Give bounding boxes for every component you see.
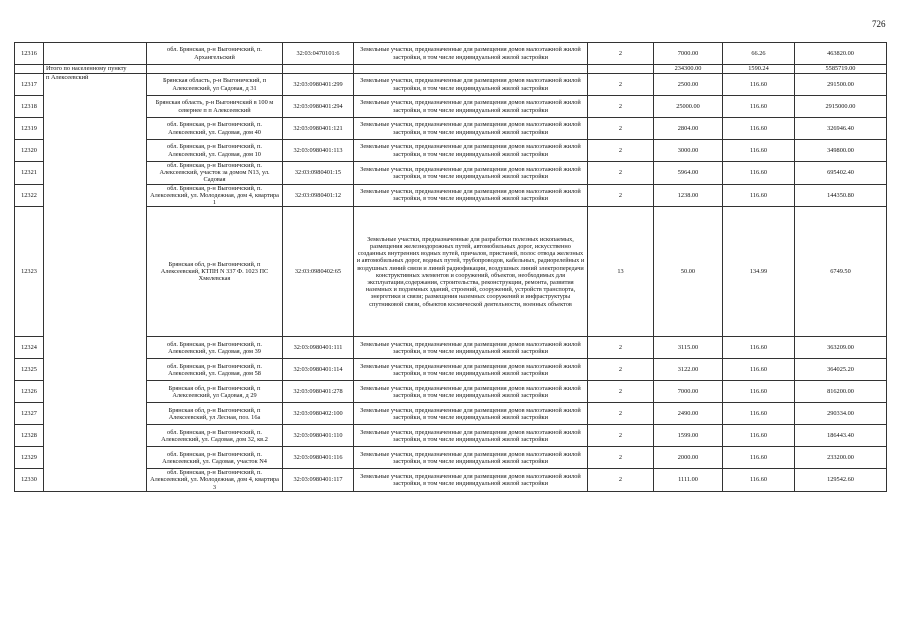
cadastre-number: 32:03:0980401:116: [283, 447, 354, 469]
group-number: 2: [588, 140, 654, 162]
row-id: 12318: [15, 96, 44, 118]
rate-value: 116.60: [723, 447, 795, 469]
group-number: 2: [588, 162, 654, 185]
area-value: 5964.00: [654, 162, 723, 185]
cadastre-number: 32:03:0470101:6: [283, 43, 354, 65]
cadastral-value: 129542.60: [795, 469, 887, 492]
address-cell: обл. Брянская, р-н Выгоничский, п. Алексеевский, ул. Садовая, дом 39: [147, 337, 283, 359]
address-cell: Брянская обл, р-н Выгоничский, п Алексеевский, КТПН N 337 Ф. 1023 ПС Хмелевская: [147, 207, 283, 337]
table-row: [15, 43, 887, 65]
cadastral-value: 291500.00: [795, 74, 887, 96]
row-id: 12327: [15, 403, 44, 425]
summary-empty: [588, 65, 654, 74]
cadastral-value: 349800.00: [795, 140, 887, 162]
group-number: 2: [588, 96, 654, 118]
cadastral-value: 233200.00: [795, 447, 887, 469]
address-cell: обл. Брянская, р-н Выгоничский, п. Алексеевский, ул. Садовая, дом 58: [147, 359, 283, 381]
group-number: 2: [588, 337, 654, 359]
cadastre-number: 32:03:0980401:299: [283, 74, 354, 96]
rate-value: 116.60: [723, 337, 795, 359]
rate-value: 116.60: [723, 359, 795, 381]
group-number: 2: [588, 359, 654, 381]
cadastre-number: 32:03:0980401:111: [283, 337, 354, 359]
group-number: 2: [588, 118, 654, 140]
area-value: 2000.00: [654, 447, 723, 469]
address-cell: Брянская обл, р-н Выгоничский, п Алексеевский, ул Садовая, д 29: [147, 381, 283, 403]
group-number: 2: [588, 184, 654, 207]
cadastre-number: 32:03:0980401:121: [283, 118, 354, 140]
cadastral-value: 463820.00: [795, 43, 887, 65]
rate-value: 116.60: [723, 96, 795, 118]
row-id: 12325: [15, 359, 44, 381]
cadastral-value: 290334.00: [795, 403, 887, 425]
summary-area: 234300.00: [654, 65, 723, 74]
land-purpose: Земельные участки, предназначенные для разработки полезных ископаемых, размещения железнодорожных путей, автомобильных дорог, искусственно созданных внутренних водных путей, причалов, пристаней, полос отвода железных и автомобильных дорог, водных путей, трубопроводов, кабельных, радиорелейных и воздушных линий связи и линий радиофикации, воздушных линий электропередачи конструктивных элементов и сооружений, объектов, необходимых для эксплуатации,содержания, строительства, реконструкции, ремонта, развития наземных и подземных зданий, строений, сооружений, устройств транспорта, энергетики и связи; размещения наземных сооружений и инфраструктуры спутниковой связи, объектов космической деятельности, военных объектов: [354, 207, 588, 337]
area-value: 7000.00: [654, 381, 723, 403]
summary-empty: [283, 65, 354, 74]
area-value: 50.00: [654, 207, 723, 337]
area-value: 3000.00: [654, 140, 723, 162]
address-cell: обл. Брянская, р-н Выгоничский, п. Алексеевский, ул. Молодежная, дом 4, квартира 1: [147, 184, 283, 207]
rate-value: 116.60: [723, 140, 795, 162]
area-value: 2804.00: [654, 118, 723, 140]
summary-empty: [147, 65, 283, 74]
rate-value: 116.60: [723, 469, 795, 492]
area-value: 3115.00: [654, 337, 723, 359]
cadastre-number: 32:03:0980402:65: [283, 207, 354, 337]
cadastre-number: 32:03:0980401:117: [283, 469, 354, 492]
address-cell: Брянская область, р-н Выгоничский в 100 м севернее п п Алексеевский: [147, 96, 283, 118]
cadastral-value: 363209.00: [795, 337, 887, 359]
land-cadastre-table: [14, 42, 887, 492]
address-cell: обл. Брянская, р-н Выгоничский, п. Архангельский: [147, 43, 283, 65]
rate-value: 116.60: [723, 162, 795, 185]
group-number: 2: [588, 447, 654, 469]
cadastral-value: 695402.40: [795, 162, 887, 185]
group-number: 2: [588, 74, 654, 96]
area-value: 1238.00: [654, 184, 723, 207]
group-number: 2: [588, 425, 654, 447]
rate-value: 116.60: [723, 74, 795, 96]
rate-value: 134.99: [723, 207, 795, 337]
row-id: 12330: [15, 469, 44, 492]
group-number: 2: [588, 403, 654, 425]
cadastral-value: 6749.50: [795, 207, 887, 337]
address-cell: обл. Брянская, р-н Выгоничский, п. Алексеевский, ул. Садовая, дом 40: [147, 118, 283, 140]
group-number: 2: [588, 469, 654, 492]
address-cell: обл. Брянская, р-н Выгоничский, п. Алексеевский, участок за домом N13, ул. Садовая: [147, 162, 283, 185]
cadastre-number: 32:03:0980401:12: [283, 184, 354, 207]
summary-rate: 1590.24: [723, 65, 795, 74]
land-purpose: Земельные участки, предназначенные для размещения домов малоэтажной жилой застройки, в том числе индивидуальной жилой застройки: [354, 447, 588, 469]
group-number: 2: [588, 43, 654, 65]
row-id: 12320: [15, 140, 44, 162]
summary-row: [15, 65, 887, 74]
cadastre-number: 32:03:0980401:294: [283, 96, 354, 118]
cadastre-number: 32:03:0980402:100: [283, 403, 354, 425]
land-purpose: Земельные участки, предназначенные для размещения домов малоэтажной жилой застройки, в том числе индивидуальной жилой застройки: [354, 337, 588, 359]
row-id: 12326: [15, 381, 44, 403]
row-id: 12319: [15, 118, 44, 140]
area-value: 3122.00: [654, 359, 723, 381]
land-purpose: Земельные участки, предназначенные для размещения домов малоэтажной жилой застройки, в том числе индивидуальной жилой застройки: [354, 403, 588, 425]
land-purpose: Земельные участки, предназначенные для размещения домов малоэтажной жилой застройки, в том числе индивидуальной жилой застройки: [354, 184, 588, 207]
address-cell: обл. Брянская, р-н Выгоничский, п. Алексеевский, ул. Садовая, дом 10: [147, 140, 283, 162]
rate-value: 116.60: [723, 425, 795, 447]
row-id: 12321: [15, 162, 44, 185]
row-id: 12316: [15, 43, 44, 65]
summary-value: 5585719.00: [795, 65, 887, 74]
cadastral-value: 364025.20: [795, 359, 887, 381]
rate-value: 116.60: [723, 403, 795, 425]
land-purpose: Земельные участки, предназначенные для размещения домов малоэтажной жилой застройки, в том числе индивидуальной жилой застройки: [354, 162, 588, 185]
rate-value: 116.60: [723, 118, 795, 140]
summary-empty: [354, 65, 588, 74]
rate-value: 116.60: [723, 381, 795, 403]
cadastre-number: 32:03:0980401:113: [283, 140, 354, 162]
area-value: 2490.00: [654, 403, 723, 425]
land-purpose: Земельные участки, предназначенные для размещения домов малоэтажной жилой застройки, в том числе индивидуальной жилой застройки: [354, 74, 588, 96]
land-purpose: Земельные участки, предназначенные для размещения домов малоэтажной жилой застройки, в том числе индивидуальной жилой застройки: [354, 96, 588, 118]
area-value: 1599.00: [654, 425, 723, 447]
row-id: 12323: [15, 207, 44, 337]
group-number: 2: [588, 381, 654, 403]
cadastral-value: 326946.40: [795, 118, 887, 140]
area-value: 25000.00: [654, 96, 723, 118]
summary-label: Итого по населенному пункту: [44, 65, 147, 74]
row-id: 12324: [15, 337, 44, 359]
cadastre-number: 32:03:0980401:110: [283, 425, 354, 447]
rate-value: 116.60: [723, 184, 795, 207]
area-value: 2500.00: [654, 74, 723, 96]
land-purpose: Земельные участки, предназначенные для размещения домов малоэтажной жилой застройки, в том числе индивидуальной жилой застройки: [354, 43, 588, 65]
cadastral-value: 2915000.00: [795, 96, 887, 118]
settlement-cell: п Алексеевский: [44, 74, 147, 492]
cadastre-number: 32:03:0980401:278: [283, 381, 354, 403]
address-cell: обл. Брянская, р-н Выгоничский, п. Алексеевский, ул. Садовая, дом 32, кв.2: [147, 425, 283, 447]
land-purpose: Земельные участки, предназначенные для размещения домов малоэтажной жилой застройки, в том числе индивидуальной жилой застройки: [354, 140, 588, 162]
cadastral-value: 144350.80: [795, 184, 887, 207]
land-purpose: Земельные участки, предназначенные для размещения домов малоэтажной жилой застройки, в том числе индивидуальной жилой застройки: [354, 469, 588, 492]
address-cell: Брянская обл, р-н Выгоничский, п Алексеевский, ул Лесная, поз. 16а: [147, 403, 283, 425]
group-number: 13: [588, 207, 654, 337]
cadastre-number: 32:03:0980401:114: [283, 359, 354, 381]
row-id: 12328: [15, 425, 44, 447]
land-purpose: Земельные участки, предназначенные для размещения домов малоэтажной жилой застройки, в том числе индивидуальной жилой застройки: [354, 381, 588, 403]
area-value: 7000.00: [654, 43, 723, 65]
row-id: 12322: [15, 184, 44, 207]
summary-empty: [15, 65, 44, 74]
page-number: 726: [872, 19, 886, 29]
address-cell: Брянская область, р-н Выгоничский, п Алексеевский, ул Садовая, д 31: [147, 74, 283, 96]
row-id: 12317: [15, 74, 44, 96]
rate-value: 66.26: [723, 43, 795, 65]
table-row: [15, 74, 887, 96]
address-cell: обл. Брянская, р-н Выгоничский, п. Алексеевский, ул. Садовая, участок N4: [147, 447, 283, 469]
area-value: 1111.00: [654, 469, 723, 492]
cadastre-number: 32:03:0980401:15: [283, 162, 354, 185]
row-id: 12329: [15, 447, 44, 469]
cadastral-value: 816200.00: [795, 381, 887, 403]
cadastral-value: 186443.40: [795, 425, 887, 447]
land-purpose: Земельные участки, предназначенные для размещения домов малоэтажной жилой застройки, в том числе индивидуальной жилой застройки: [354, 118, 588, 140]
settlement-cell: [44, 43, 147, 65]
address-cell: обл. Брянская, р-н Выгоничский, п. Алексеевский, ул. Молодежная, дом 4, квартира 3: [147, 469, 283, 492]
land-purpose: Земельные участки, предназначенные для размещения домов малоэтажной жилой застройки, в том числе индивидуальной жилой застройки: [354, 359, 588, 381]
land-purpose: Земельные участки, предназначенные для размещения домов малоэтажной жилой застройки, в том числе индивидуальной жилой застройки: [354, 425, 588, 447]
